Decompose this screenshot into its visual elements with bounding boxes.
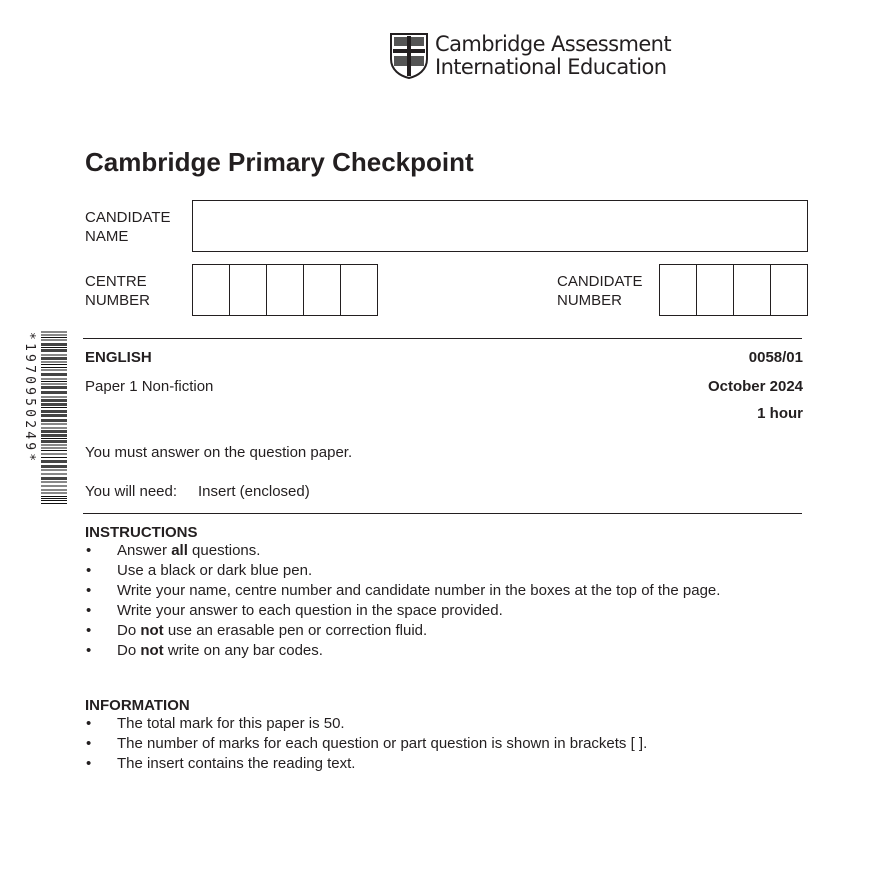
centre-number-label: CENTRE NUMBER xyxy=(85,273,151,309)
candidate-number-label: CANDIDATE NUMBER xyxy=(557,273,643,309)
page-title: Cambridge Primary Checkpoint xyxy=(85,147,474,177)
instructions-heading: INSTRUCTIONS xyxy=(85,524,198,541)
centre-number-field[interactable] xyxy=(192,264,378,316)
instruction-item: • Do not write on any bar codes. xyxy=(85,641,805,661)
need-label: You will need: xyxy=(85,483,178,500)
duration: 1 hour xyxy=(757,405,803,422)
answer-note: You must answer on the question paper. xyxy=(85,444,353,461)
instruction-item: • Answer all questions. xyxy=(85,541,805,561)
information-heading: INFORMATION xyxy=(85,697,190,714)
information-item: • The number of marks for each question or part question is shown in brackets [ ]. xyxy=(85,734,805,754)
instruction-item: • Write your answer to each question in the space provided. xyxy=(85,601,805,621)
logo-line-1: Cambridge Assessment xyxy=(435,32,672,56)
paper-code: 0058/01 xyxy=(748,349,803,366)
candidate-number-field[interactable] xyxy=(659,264,808,316)
instruction-item: • Write your name, centre number and candidate number in the boxes at the top of the page. xyxy=(85,581,805,601)
instruction-item: • Use a black or dark blue pen. xyxy=(85,561,805,581)
divider xyxy=(83,338,802,339)
candidate-name-label: CANDIDATE NAME xyxy=(85,209,171,245)
need-item: Insert (enclosed) xyxy=(198,483,310,500)
divider xyxy=(83,513,802,514)
instructions-section xyxy=(85,524,805,661)
information-item: • The insert contains the reading text. xyxy=(85,754,805,774)
cambridge-logo xyxy=(390,33,671,79)
candidate-name-field[interactable] xyxy=(192,200,808,252)
subject: ENGLISH xyxy=(85,349,152,366)
barcode xyxy=(41,331,67,506)
cambridge-shield-icon xyxy=(390,33,428,79)
information-section xyxy=(85,697,805,774)
logo-line-2: International Education xyxy=(435,55,667,79)
exam-session: October 2024 xyxy=(707,378,803,395)
barcode-number: *1970950249* xyxy=(22,332,37,465)
instruction-item: • Do not use an erasable pen or correction fluid. xyxy=(85,621,805,641)
paper-name: Paper 1 Non-fiction xyxy=(85,378,214,395)
information-item: • The total mark for this paper is 50. xyxy=(85,714,805,734)
